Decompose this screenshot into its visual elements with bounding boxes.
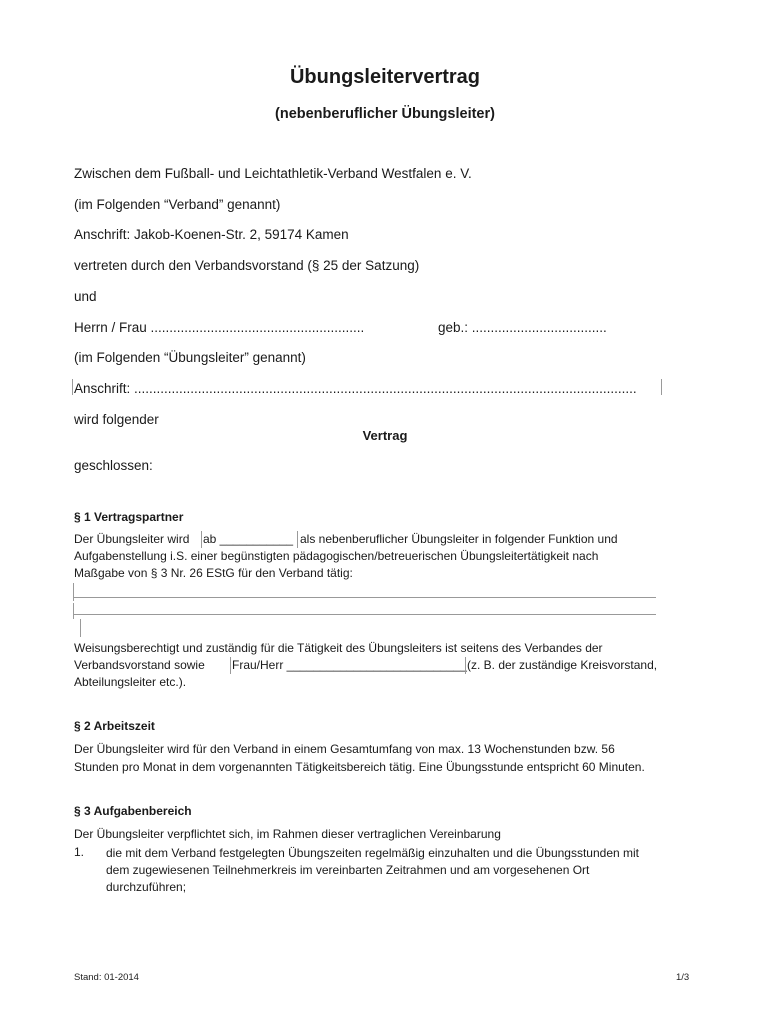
field-boundary-mark	[80, 619, 81, 637]
party-line-verband-alias: (im Folgenden “Verband” genannt)	[74, 197, 281, 212]
section-1-authority-example: (z. B. der zuständige Kreisvorstand,	[467, 658, 658, 672]
field-boundary-mark	[73, 583, 74, 601]
frau-herr-field[interactable]: Frau/Herr ___________________________	[232, 658, 467, 672]
vertrag-heading: Vertrag	[362, 428, 408, 443]
list-item-1-line1: die mit dem Verband festgelegten Übungszeiten regelmäßig einzuhalten und die Übungsstunden mit	[106, 846, 640, 860]
section-1-text-start: Der Übungsleiter wird	[74, 532, 190, 546]
document-subtitle: (nebenberuflicher Übungsleiter)	[275, 106, 495, 122]
field-boundary-mark	[201, 531, 202, 548]
section-3-intro: Der Übungsleiter verpflichtet sich, im Rahmen dieser vertraglichen Vereinbarung	[74, 827, 501, 841]
field-boundary-mark	[661, 379, 662, 395]
field-boundary-mark	[73, 603, 74, 619]
list-item-1-line3: durchzuführen;	[106, 880, 187, 894]
wird-folgender-text: wird folgender	[74, 412, 159, 427]
section-2-text-line2: Stunden pro Monat in dem vorgenannten Tätigkeitsbereich tätig. Eine Übungsstunde entspricht 60 Minuten.	[74, 760, 645, 774]
party-line-verband: Zwischen dem Fußball- und Leichtathletik-Verband Westfalen e. V.	[74, 166, 472, 181]
section-1-text-line2: Aufgabenstellung i.S. einer begünstigten pädagogischen/betreuerischen Übungsleitertätigkeit nach	[74, 549, 599, 563]
section-1-authority-start: Verbandsvorstand sowie	[74, 658, 205, 672]
section-1-text-line3: Maßgabe von § 3 Nr. 26 EStG für den Verband tätig:	[74, 566, 353, 580]
field-boundary-mark	[72, 379, 73, 395]
party-line-verband-address: Anschrift: Jakob-Koenen-Str. 2, 59174 Kamen	[74, 227, 349, 242]
party-line-und: und	[74, 289, 97, 304]
section-1-authority-line3: Abteilungsleiter etc.).	[74, 675, 187, 689]
section-2-heading: § 2 Arbeitszeit	[74, 719, 155, 733]
section-1-text-cont: als nebenberuflicher Übungsleiter in folgender Funktion und	[300, 532, 618, 546]
start-date-field[interactable]: ab ___________	[203, 532, 294, 546]
section-1-heading: § 1 Vertragspartner	[74, 510, 184, 524]
herrn-frau-field[interactable]: Herrn / Frau .........................................................	[74, 320, 365, 335]
party-line-uebungsleiter-alias: (im Folgenden “Übungsleiter” genannt)	[74, 350, 306, 365]
field-boundary-mark	[465, 657, 466, 674]
list-item-1-line2: dem zugewiesenen Teilnehmerkreis im vereinbarten Zeitrahmen und am vorgesehenen Ort	[106, 863, 590, 877]
section-1-authority-line1: Weisungsberechtigt und zuständig für die Tätigkeit des Übungsleiters ist seitens des Verbandes der	[74, 641, 603, 655]
anschrift-field[interactable]: Anschrift: ......................................................................................................................................	[74, 381, 637, 396]
footer-page-number: 1/3	[676, 972, 690, 983]
function-field-line-1[interactable]	[74, 597, 656, 598]
footer-stand: Stand: 01-2014	[74, 972, 139, 983]
function-field-line-2[interactable]	[74, 614, 656, 615]
geschlossen-text: geschlossen:	[74, 458, 153, 473]
geburtsdatum-field[interactable]: geb.: ....................................	[438, 320, 607, 335]
field-boundary-mark	[297, 531, 298, 548]
document-title: Übungsleitervertrag	[289, 66, 481, 88]
list-item-number: 1.	[74, 845, 85, 859]
section-2-text-line1: Der Übungsleiter wird für den Verband in einem Gesamtumfang von max. 13 Wochenstunden bzw. 56	[74, 742, 615, 756]
field-boundary-mark	[230, 657, 231, 674]
section-3-heading: § 3 Aufgabenbereich	[74, 804, 192, 818]
party-line-representation: vertreten durch den Verbandsvorstand (§ 25 der Satzung)	[74, 258, 420, 273]
